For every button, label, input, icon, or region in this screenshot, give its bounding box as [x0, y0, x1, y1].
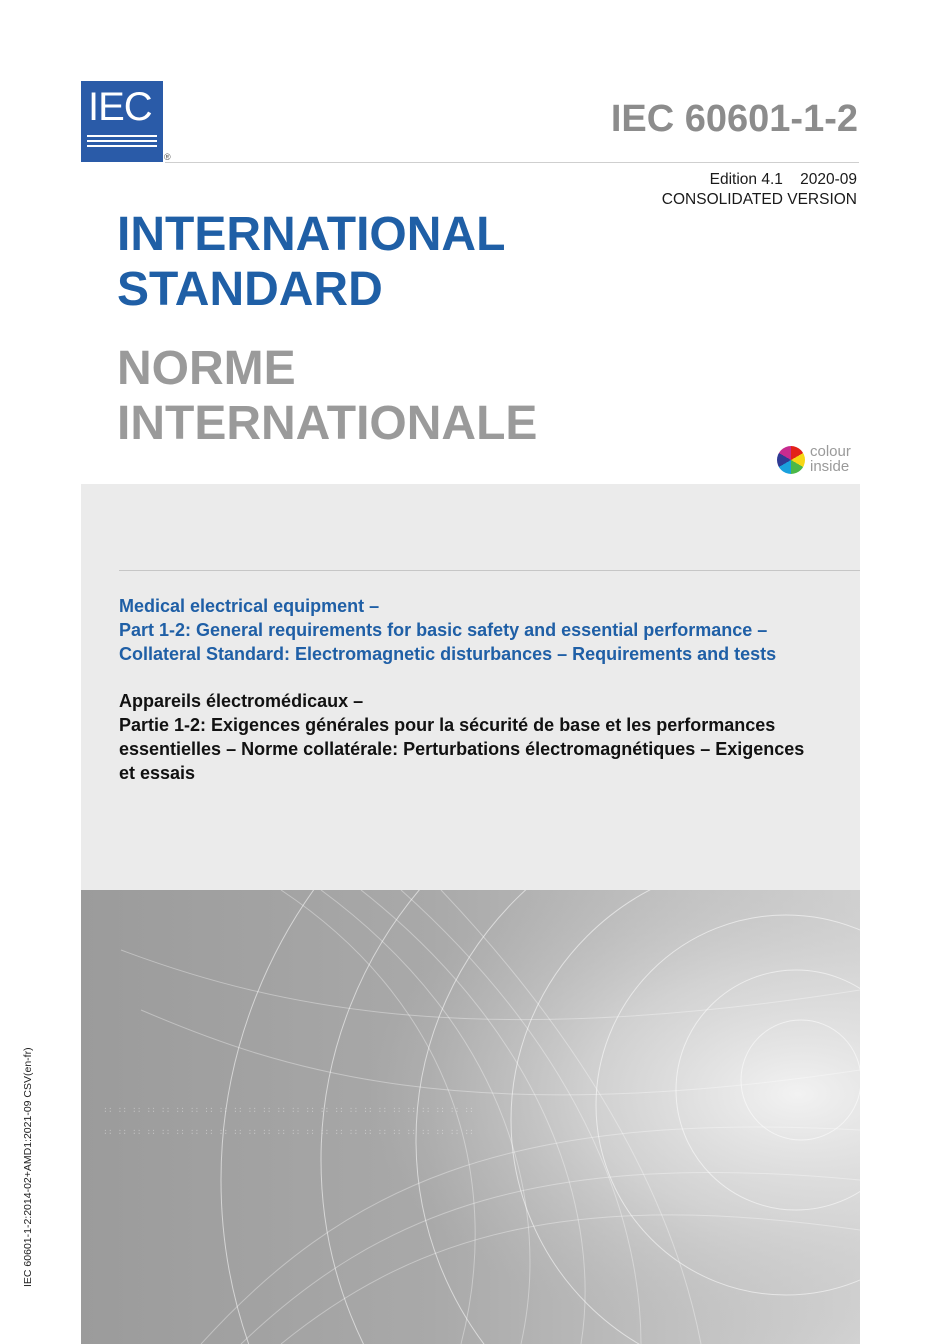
- colour-inside-badge: [777, 443, 861, 476]
- title-english-line-2: STANDARD: [117, 263, 383, 316]
- colour-wheel-icon: [777, 446, 805, 474]
- panel-divider: [119, 570, 860, 571]
- title-french-line-1: NORME: [117, 342, 296, 395]
- description-panel: [81, 484, 860, 1344]
- description-english-line-1: Medical electrical equipment –: [119, 596, 380, 616]
- edition-info: Edition 4.1 2020-09: [709, 171, 857, 188]
- colour-inside-text: [810, 444, 851, 474]
- title-english: [117, 207, 505, 317]
- description-english: [119, 594, 854, 666]
- iec-logo-text: IEC: [88, 85, 152, 129]
- iec-logo: [81, 81, 163, 162]
- colour-inside-line-1: colour: [810, 443, 851, 460]
- spine-reference: IEC 60601-1-2:2014-02+AMD1:2021-09 CSV(en-fr): [22, 1047, 34, 1287]
- svg-text::: :: :: :: :: :: :: :: :: ::: :: :: :: :: :: :: :: :: :: :: :: :: :: :: :: :: :: :: :: :: :: :: :: :: :: ::: [103, 1105, 474, 1114]
- description-french-line-4: et essais: [119, 763, 196, 783]
- description-french-line-3: essentielles – Norme collatérale: Perturbations électromagnétiques – Exigences: [119, 739, 805, 759]
- svg-text::: :: :: :: :: :: :: :: :: ::: :: :: :: :: :: :: :: :: :: :: :: :: :: :: :: :: :: :: :: :: :: :: :: :: :: ::: [103, 1127, 474, 1136]
- header-divider: [165, 162, 859, 163]
- registered-mark: ®: [164, 152, 171, 162]
- description-english-line-3: Collateral Standard: Electromagnetic disturbances – Requirements and tests: [119, 644, 777, 664]
- colour-inside-line-2: inside: [810, 458, 850, 475]
- version-info: CONSOLIDATED VERSION: [661, 191, 857, 208]
- title-french-line-2: INTERNATIONALE: [117, 397, 538, 450]
- description-french: [119, 689, 854, 785]
- title-french: [117, 341, 537, 451]
- decorative-cover-art: [81, 890, 860, 1344]
- title-english-line-1: INTERNATIONAL: [117, 208, 506, 261]
- standard-number: IEC 60601-1-2: [610, 98, 858, 140]
- description-english-line-2: Part 1-2: General requirements for basic safety and essential performance –: [119, 620, 768, 640]
- description-french-line-1: Appareils électromédicaux –: [119, 691, 364, 711]
- logo-lines: [87, 135, 157, 150]
- description-french-line-2: Partie 1-2: Exigences générales pour la sécurité de base et les performances: [119, 715, 776, 735]
